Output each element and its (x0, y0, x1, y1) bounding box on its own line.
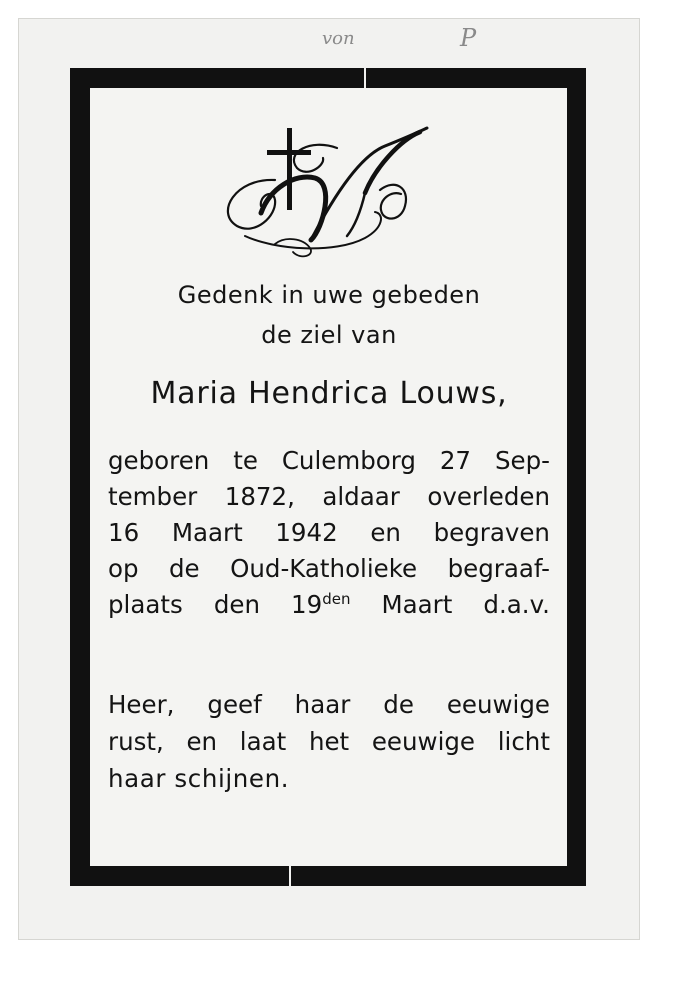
prayer-line-1: Heer, geef haar de eeuwige (108, 690, 550, 719)
burial-date-day: $19^{den}$ (291, 590, 351, 619)
bio-line-1: geboren te Culemborg 27 Sep- (108, 446, 550, 475)
cross-monogram-icon (215, 118, 440, 260)
bio-line-4: op de Oud-Katholieke begraaf- (108, 554, 550, 583)
pencil-annotation-von: von (322, 28, 355, 49)
pencil-annotation-p: P (460, 24, 477, 52)
deceased-name: Maria Hendrica Louws, (150, 376, 508, 411)
bio-line-5: plaats den $19^{den}$ Maart d.a.v. (108, 590, 550, 619)
intro-line-2: de ziel van (261, 321, 397, 349)
bio-line-2: tember 1872, aldaar overleden (108, 482, 550, 511)
bio-line-3: 16 Maart 1942 en begraven (108, 518, 550, 547)
prayer-line-3: haar schijnen. (108, 764, 290, 793)
prayer-line-2: rust, en laat het eeuwige licht (108, 727, 550, 756)
intro-line-1: Gedenk in uwe gebeden (177, 281, 481, 309)
